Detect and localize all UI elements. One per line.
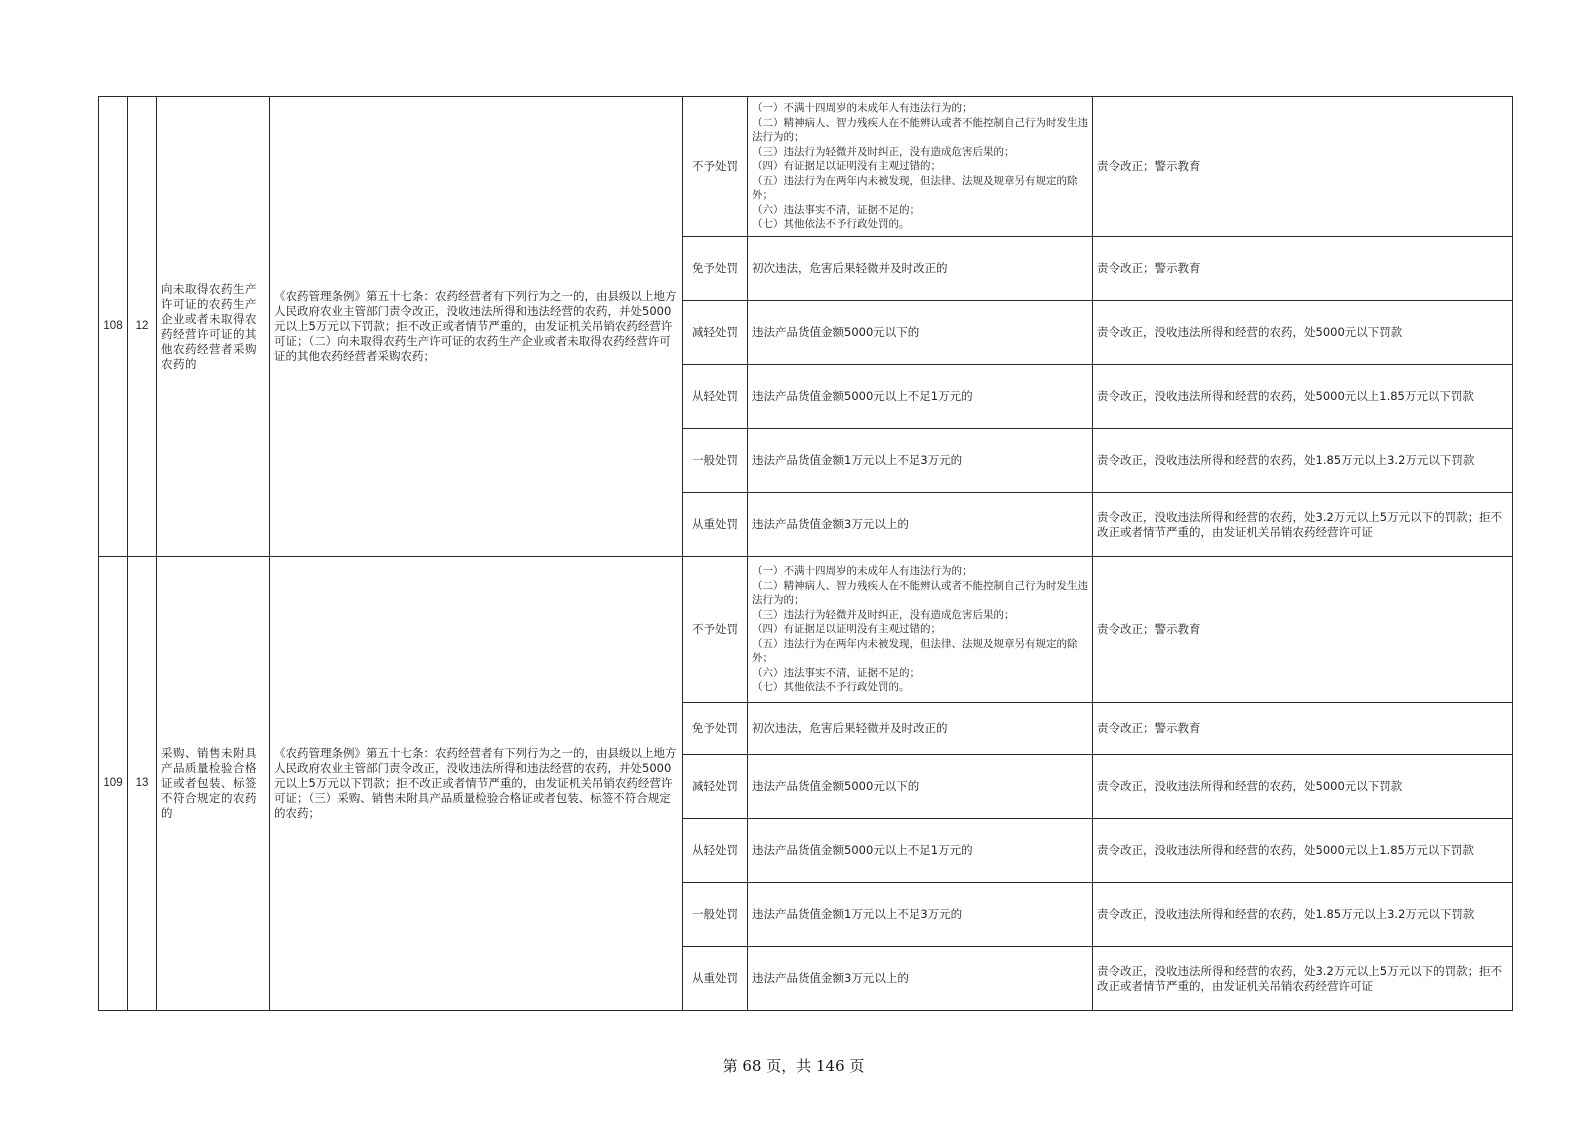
penalty-standard: 责令改正；警示教育 [1093, 703, 1513, 755]
penalty-condition: 初次违法，危害后果轻微并及时改正的 [748, 703, 1093, 755]
penalty-level: 一般处罚 [683, 429, 748, 493]
penalty-standard: 责令改正，没收违法所得和经营的农药，处5000元以上1.85万元以下罚款 [1093, 819, 1513, 883]
penalty-standard: 责令改正，没收违法所得和经营的农药，处5000元以下罚款 [1093, 301, 1513, 365]
penalty-standards-table [98, 96, 1513, 1011]
penalty-conditions [748, 97, 1093, 237]
penalty-conditions [748, 557, 1093, 703]
table-row [99, 557, 1513, 703]
penalty-standard: 责令改正，没收违法所得和经营的农药，处3.2万元以上5万元以下的罚款；拒不改正或者情节严重的，由发证机关吊销农药经营许可证 [1093, 493, 1513, 557]
condition-line: （七）其他依法不予行政处罚的。 [752, 681, 910, 694]
penalty-standard: 责令改正；警示教育 [1093, 237, 1513, 301]
penalty-level: 减轻处罚 [683, 301, 748, 365]
condition-line: （六）违法事实不清，证据不足的； [752, 203, 920, 216]
penalty-condition: 违法产品货值金额3万元以上的 [748, 493, 1093, 557]
penalty-level: 从重处罚 [683, 947, 748, 1011]
violation-item: 向未取得农药生产许可证的农药生产企业或者未取得农药经营许可证的其他农药经营者采购农药的 [157, 97, 270, 557]
penalty-level: 从重处罚 [683, 493, 748, 557]
row-number: 109 [99, 557, 128, 1011]
penalty-standard: 责令改正，没收违法所得和经营的农药，处1.85万元以上3.2万元以下罚款 [1093, 883, 1513, 947]
table-row [99, 97, 1513, 237]
penalty-condition: 违法产品货值金额5000元以上不足1万元的 [748, 819, 1093, 883]
condition-line: （五）违法行为在两年内未被发现，但法律、法规及规章另有规定的除外； [752, 637, 1078, 665]
penalty-level: 从轻处罚 [683, 819, 748, 883]
condition-line: （四）有证据足以证明没有主观过错的； [752, 623, 941, 636]
penalty-condition: 违法产品货值金额5000元以下的 [748, 301, 1093, 365]
condition-line: （六）违法事实不清，证据不足的； [752, 666, 920, 679]
condition-line: （一）不满十四周岁的未成年人有违法行为的； [752, 102, 973, 115]
penalty-standard: 责令改正，没收违法所得和经营的农药，处3.2万元以上5万元以下的罚款；拒不改正或者情节严重的，由发证机关吊销农药经营许可证 [1093, 947, 1513, 1011]
condition-line: （七）其他依法不予行政处罚的。 [752, 218, 910, 231]
penalty-standard: 责令改正；警示教育 [1093, 557, 1513, 703]
row-number: 108 [99, 97, 128, 557]
penalty-standard: 责令改正，没收违法所得和经营的农药，处1.85万元以上3.2万元以下罚款 [1093, 429, 1513, 493]
page-number: 第 68 页，共 146 页 [722, 1057, 865, 1075]
penalty-level: 减轻处罚 [683, 755, 748, 819]
page-footer [0, 1055, 1587, 1076]
penalty-level: 不予处罚 [683, 97, 748, 237]
penalty-condition: 违法产品货值金额3万元以上的 [748, 947, 1093, 1011]
penalty-level: 一般处罚 [683, 883, 748, 947]
penalty-level: 免予处罚 [683, 237, 748, 301]
condition-line: （四）有证据足以证明没有主观过错的； [752, 160, 941, 173]
penalty-standard: 责令改正；警示教育 [1093, 97, 1513, 237]
sub-number: 13 [128, 557, 157, 1011]
legal-basis: 《农药管理条例》第五十七条：农药经营者有下列行为之一的，由县级以上地方人民政府农业主管部门责令改正，没收违法所得和违法经营的农药，并处5000元以上5万元以下罚款；拒不改正或者情节严重的，由发证机关吊销农药经营许可证；（三）采购、销售未附具产品质量检验合格证或者包装、标签不符合规定的农药； [270, 557, 683, 1011]
penalty-level: 免予处罚 [683, 703, 748, 755]
penalty-level: 从轻处罚 [683, 365, 748, 429]
legal-basis: 《农药管理条例》第五十七条：农药经营者有下列行为之一的，由县级以上地方人民政府农业主管部门责令改正，没收违法所得和违法经营的农药，并处5000元以上5万元以下罚款；拒不改正或者情节严重的，由发证机关吊销农药经营许可证；（二）向未取得农药生产许可证的农药生产企业或者未取得农药经营许可证的其他农药经营者采购农药； [270, 97, 683, 557]
condition-line: （二）精神病人、智力残疾人在不能辨认或者不能控制自己行为时发生违法行为的； [752, 116, 1088, 144]
condition-line: （一）不满十四周岁的未成年人有违法行为的； [752, 565, 973, 578]
penalty-condition: 违法产品货值金额1万元以上不足3万元的 [748, 883, 1093, 947]
penalty-condition: 违法产品货值金额5000元以下的 [748, 755, 1093, 819]
penalty-condition: 初次违法，危害后果轻微并及时改正的 [748, 237, 1093, 301]
penalty-standard: 责令改正，没收违法所得和经营的农药，处5000元以上1.85万元以下罚款 [1093, 365, 1513, 429]
penalty-level: 不予处罚 [683, 557, 748, 703]
violation-item: 采购、销售未附具产品质量检验合格证或者包装、标签不符合规定的农药的 [157, 557, 270, 1011]
condition-line: （二）精神病人、智力残疾人在不能辨认或者不能控制自己行为时发生违法行为的； [752, 579, 1088, 607]
penalty-condition: 违法产品货值金额5000元以上不足1万元的 [748, 365, 1093, 429]
condition-line: （三）违法行为轻微并及时纠正，没有造成危害后果的； [752, 145, 1015, 158]
condition-line: （三）违法行为轻微并及时纠正，没有造成危害后果的； [752, 608, 1015, 621]
sub-number: 12 [128, 97, 157, 557]
penalty-standard: 责令改正，没收违法所得和经营的农药，处5000元以下罚款 [1093, 755, 1513, 819]
penalty-condition: 违法产品货值金额1万元以上不足3万元的 [748, 429, 1093, 493]
condition-line: （五）违法行为在两年内未被发现，但法律、法规及规章另有规定的除外； [752, 174, 1078, 202]
